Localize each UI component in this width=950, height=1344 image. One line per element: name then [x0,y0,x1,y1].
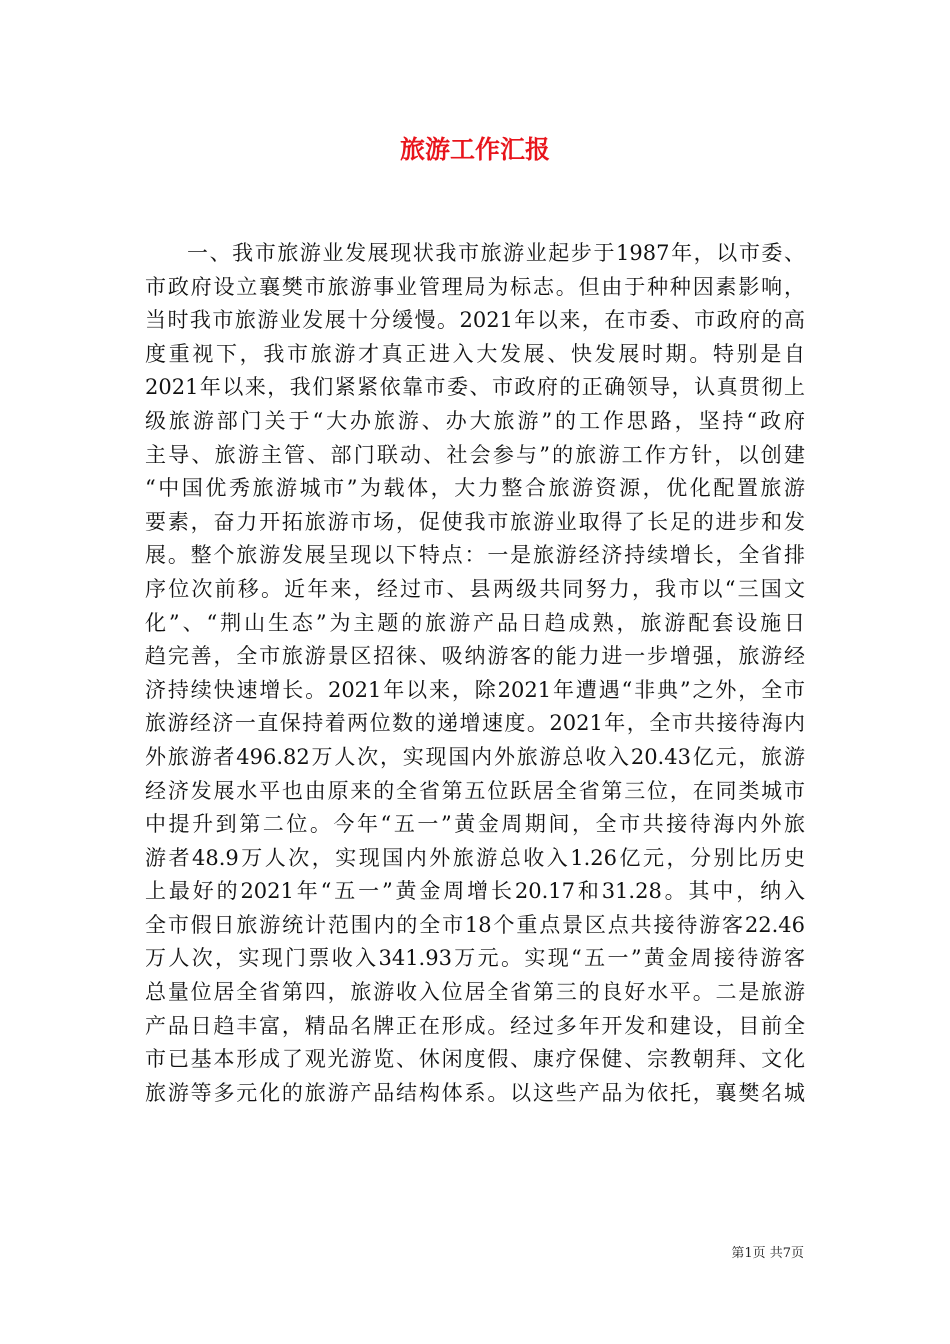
text-line: 经济发展水平也由原来的全省第五位跃居全省第三位，在同类城市 [145,778,805,803]
text-line: 级旅游部门关于“大办旅游、办大旅游”的工作思路，坚持“政府 [145,408,805,433]
text-line: 市已基本形成了观光游览、休闲度假、康疗保健、宗教朝拜、文化 [145,1047,805,1072]
text-line: 游者48.9万人次，实现国内外旅游总收入1.26亿元，分别比历史 [145,845,805,870]
text-line: 要素，奋力开拓旅游市场，促使我市旅游业取得了长足的进步和发 [145,509,805,534]
text-line: 万人次，实现门票收入341.93万元。实现“五一”黄金周接待游客 [145,946,805,971]
text-line: 旅游经济一直保持着两位数的递增速度。2021年，全市共接待海内 [145,711,805,736]
text-line: 度重视下，我市旅游才真正进入大发展、快发展时期。特别是自 [145,341,805,366]
text-line: 趋完善，全市旅游景区招徕、吸纳游客的能力进一步增强，旅游经 [145,644,805,669]
text-line: 济持续快速增长。2021年以来，除2021年遭遇“非典”之外，全市 [145,677,805,702]
text-line: 化”、“荆山生态”为主题的旅游产品日趋成熟，旅游配套设施日 [145,610,805,635]
text-line: 主导、旅游主管、部门联动、社会参与”的旅游工作方针，以创建 [145,442,805,467]
text-line: 当时我市旅游业发展十分缓慢。2021年以来，在市委、市政府的高 [145,308,805,333]
document-title: 旅游工作汇报 [399,135,550,164]
text-line: 外旅游者496.82万人次，实现国内外旅游总收入20.43亿元，旅游 [145,744,805,769]
text-line: 市政府设立襄樊市旅游事业管理局为标志。但由于种种因素影响， [145,274,805,299]
text-line: 中提升到第二位。今年“五一”黄金周期间，全市共接待海内外旅 [145,812,805,837]
text-line: 展。整个旅游发展呈现以下特点：一是旅游经济持续增长，全省排 [145,543,805,568]
text-line: 旅游等多元化的旅游产品结构体系。以这些产品为依托，襄樊名城 [145,1080,805,1105]
text-line: 序位次前移。近年来，经过市、县两级共同努力，我市以“三国文 [145,576,805,601]
text-line: 上最好的2021年“五一”黄金周增长20.17和31.28。其中，纳入 [145,879,805,904]
text-line: 全市假日旅游统计范围内的全市18个重点景区点共接待游客22.46 [145,912,805,937]
text-line: 总量位居全省第四，旅游收入位居全省第三的良好水平。二是旅游 [145,980,805,1005]
text-line: 2021年以来，我们紧紧依靠市委、市政府的正确领导，认真贯彻上 [145,375,805,400]
text-line: “中国优秀旅游城市”为载体，大力整合旅游资源，优化配置旅游 [145,476,805,501]
text-line: 一、我市旅游业发展现状我市旅游业起步于1987年，以市委、 [187,241,805,265]
page-number: 第1页 共7页 [731,1246,804,1261]
text-line: 产品日趋丰富，精品名牌正在形成。经过多年开发和建设，目前全 [145,1013,805,1038]
body-paragraph [145,237,805,1110]
